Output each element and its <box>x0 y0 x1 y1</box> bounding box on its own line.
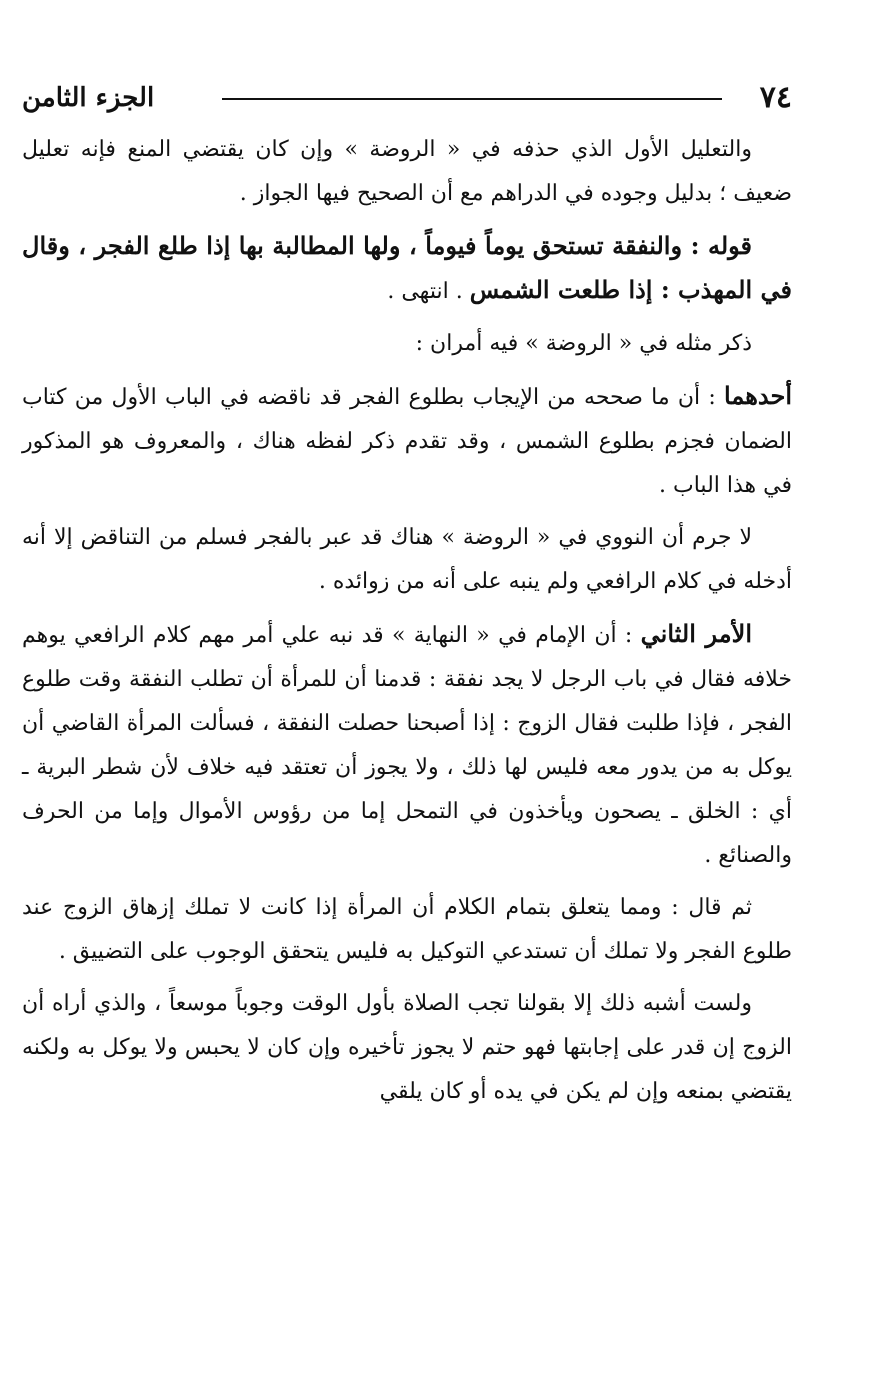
paragraph-1: والتعليل الأول الذي حذفه في « الروضة » وإن كان يقتضي المنع فإنه تعليل ضعيف ؛ بدليل وجوده في الدراهم مع أن الصحيح فيها الجواز . <box>22 137 792 206</box>
paragraph-7: ثم قال : ومما يتعلق بتمام الكلام أن المرأة إذا كانت لا تملك إزهاق الزوج عند طلوع الفجر ولا تملك أن تستدعي التوكيل به فليس يتحقق الوجوب على التضييق . <box>22 895 792 964</box>
paragraph-2-quote <box>22 224 792 314</box>
paragraph-6 <box>22 612 792 878</box>
paragraph-6-lead: الأمر الثاني <box>640 619 752 648</box>
paragraph-4 <box>22 374 792 508</box>
page-header <box>22 78 792 126</box>
header-rule <box>222 98 722 100</box>
part-title: الجزء الثامن <box>22 83 155 113</box>
paragraph-6-text: : أن الإمام في « النهاية » قد نبه علي أمر مهم كلام الرافعي يوهم خلافه فقال في باب الرجل لا يجد نفقة : قدمنا أن للمرأة أن تطلب النفقة وقت طلوع الفجر ، فإذا طلبت فقال الزوج : إذا أصبحنا حصلت النفقة ، فسألت المرأة القاضي أن يوكل به من يدور معه فليس لها ذلك ، ولا يجوز أن تعتقد فيه خلاف لأن شطر البرية ـ أي : الخلق ـ يصحون ويأخذون في التمحل إما من رؤوس الأموال وإما من الحرف والصنائع . <box>22 623 792 868</box>
page-body <box>22 128 792 1122</box>
paragraph-3: ذكر مثله في « الروضة » فيه أمران : <box>415 331 752 356</box>
page-number: ٧٤ <box>759 80 792 115</box>
quote-text: قوله : والنفقة تستحق يوماً فيوماً ، ولها المطالبة بها إذا طلع الفجر ، وقال في المهذب : إذا طلعت الشمس <box>22 231 792 304</box>
paragraph-4-text: : أن ما صححه من الإيجاب بطلوع الفجر قد ناقضه في الباب الأول من كتاب الضمان فجزم بطلوع الشمس ، وقد تقدم ذكر لفظه هناك ، والمعروف هو المذكور في هذا الباب . <box>22 385 792 498</box>
paragraph-8: ولست أشبه ذلك إلا بقولنا تجب الصلاة بأول الوقت وجوباً موسعاً ، والذي أراه أن الزوج إن قدر على إجابتها فهو حتم لا يجوز تأخيره وإن كان لا يحبس ولا يوكل به ولكنه يقتضي بمنعه وإن لم يكن في يده أو كان يلقي <box>22 991 792 1104</box>
quote-tail: . انتهى . <box>387 279 470 304</box>
paragraph-5: لا جرم أن النووي في « الروضة » هناك قد عبر بالفجر فسلم من التناقض إلا أنه أدخله في كلام الرافعي ولم ينبه على أنه من زوائده . <box>22 525 792 594</box>
paragraph-4-lead: أحدهما <box>724 381 792 410</box>
